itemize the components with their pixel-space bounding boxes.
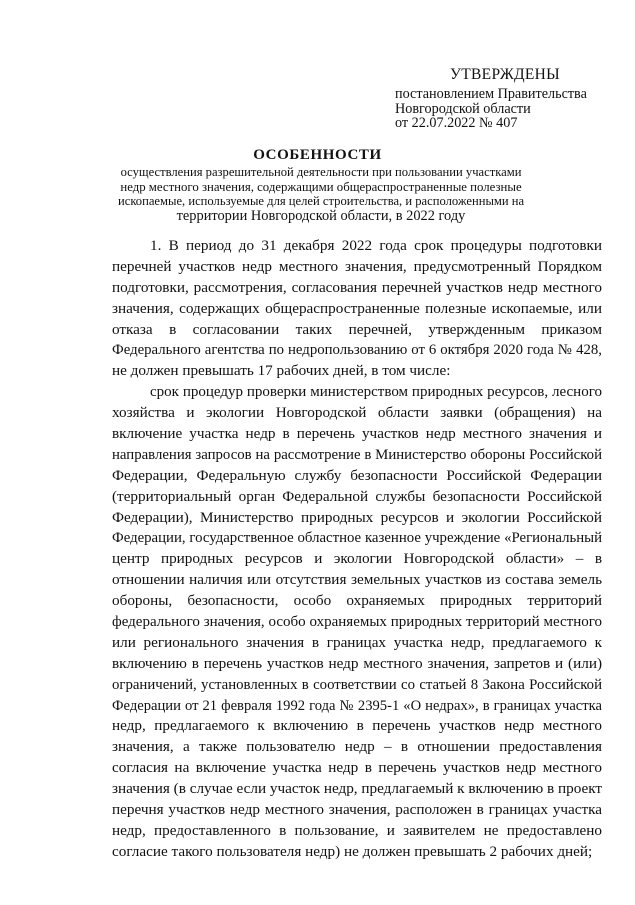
body-line: федерального значения, особо охраняемых природных территорий местного (112, 614, 602, 631)
body-line: срок процедур проверки министерством природных ресурсов, лесного (150, 384, 602, 401)
document-body (112, 236, 602, 863)
body-line: перечня участков недр местного значения, расположен в границах участка (112, 801, 602, 819)
body-line: не должен превышать 17 рабочих дней, в том числе: (112, 362, 451, 380)
body-line: включение участка недр в перечень участков недр местного значения и (112, 425, 602, 443)
approval-heading: УТВЕРЖДЕНЫ (450, 66, 560, 83)
approval-line: постановлением Правительства (395, 86, 587, 102)
subtitle-line: осуществления разрешительной деятельности при пользовании участками (120, 165, 522, 179)
body-line: отношении наличия или отсутствия земельных участков из состава земель (112, 571, 602, 589)
body-line: или регионального значения в границах участка недр, предлагаемого к (112, 633, 602, 651)
approval-block (395, 66, 625, 131)
body-line: включению в перечень участков недр местного значения, запретов и (или) (112, 654, 602, 672)
body-line: согласие такого пользователя недр) не должен превышать 2 рабочих дней; (112, 842, 593, 860)
body-line: обороны, безопасности, особо охраняемых природных территорий (112, 592, 602, 610)
body-line: подготовки, рассмотрения, согласования перечней участков недр местного (112, 278, 602, 296)
body-line: 1. В период до 31 декабря 2022 года срок процедуры подготовки (150, 237, 602, 254)
subtitle-line: недр местного значения, содержащими общераспространенные полезные (120, 179, 522, 194)
body-line: ограничений, установленных в соответствии со статьей 8 Закона Российской (112, 676, 602, 693)
body-line: Федерации, Федеральную службу безопасности Российской Федерации (112, 466, 602, 484)
body-line: (территориальный орган Федеральной службы безопасности Российской (112, 487, 602, 505)
body-line: центр природных ресурсов и экологии Новгородской области» – в (112, 550, 602, 568)
body-line: перечней участков недр местного значения, предусмотренный Порядком (112, 257, 602, 275)
body-line: значения, а также пользователю недр – в отношении предоставления (112, 738, 602, 756)
body-line: недр, предоставленного в пользование, и заявителем не предоставлено (112, 821, 602, 839)
body-line: Федерации), Министерство природных ресурсов и экологии Российской (112, 508, 602, 526)
subtitle-line: территории Новгородской области, в 2022 году (176, 207, 466, 224)
body-line: Федерации, государственное областное казенное учреждение «Региональный (112, 530, 602, 547)
body-line: Федерального агентства по недропользованию от 6 октября 2020 года № 428, (112, 342, 602, 359)
approval-line: Новгородской области (395, 100, 531, 117)
body-line: недр, предлагаемого к включению в перечень участков недр местного (112, 717, 602, 735)
body-line: хозяйства и экологии Новгородской области заявки (обращения) на (112, 404, 602, 422)
approval-line: от 22.07.2022 № 407 (395, 115, 518, 131)
document-subtitle (118, 165, 524, 223)
body-line: отказа в согласовании таких перечней, утвержденным приказом (112, 320, 602, 338)
body-line: Федерации от 21 февраля 1992 года № 2395-1 «О недрах», в границах участка (112, 697, 602, 714)
body-line: направления запросов на рассмотрение в Министерство обороны Российской (112, 446, 602, 463)
subtitle-line: ископаемые, используемые для целей строительства, и расположенными на (118, 194, 525, 208)
document-title: ОСОБЕННОСТИ (253, 147, 382, 163)
body-line: согласия на включение участка недр в перечень участков недр местного (112, 759, 602, 777)
body-line: значения (в случае если участок недр, предлагаемый к включению в проект (112, 780, 602, 798)
body-line: значения, содержащих общераспространенные полезные ископаемые, или (112, 299, 602, 317)
